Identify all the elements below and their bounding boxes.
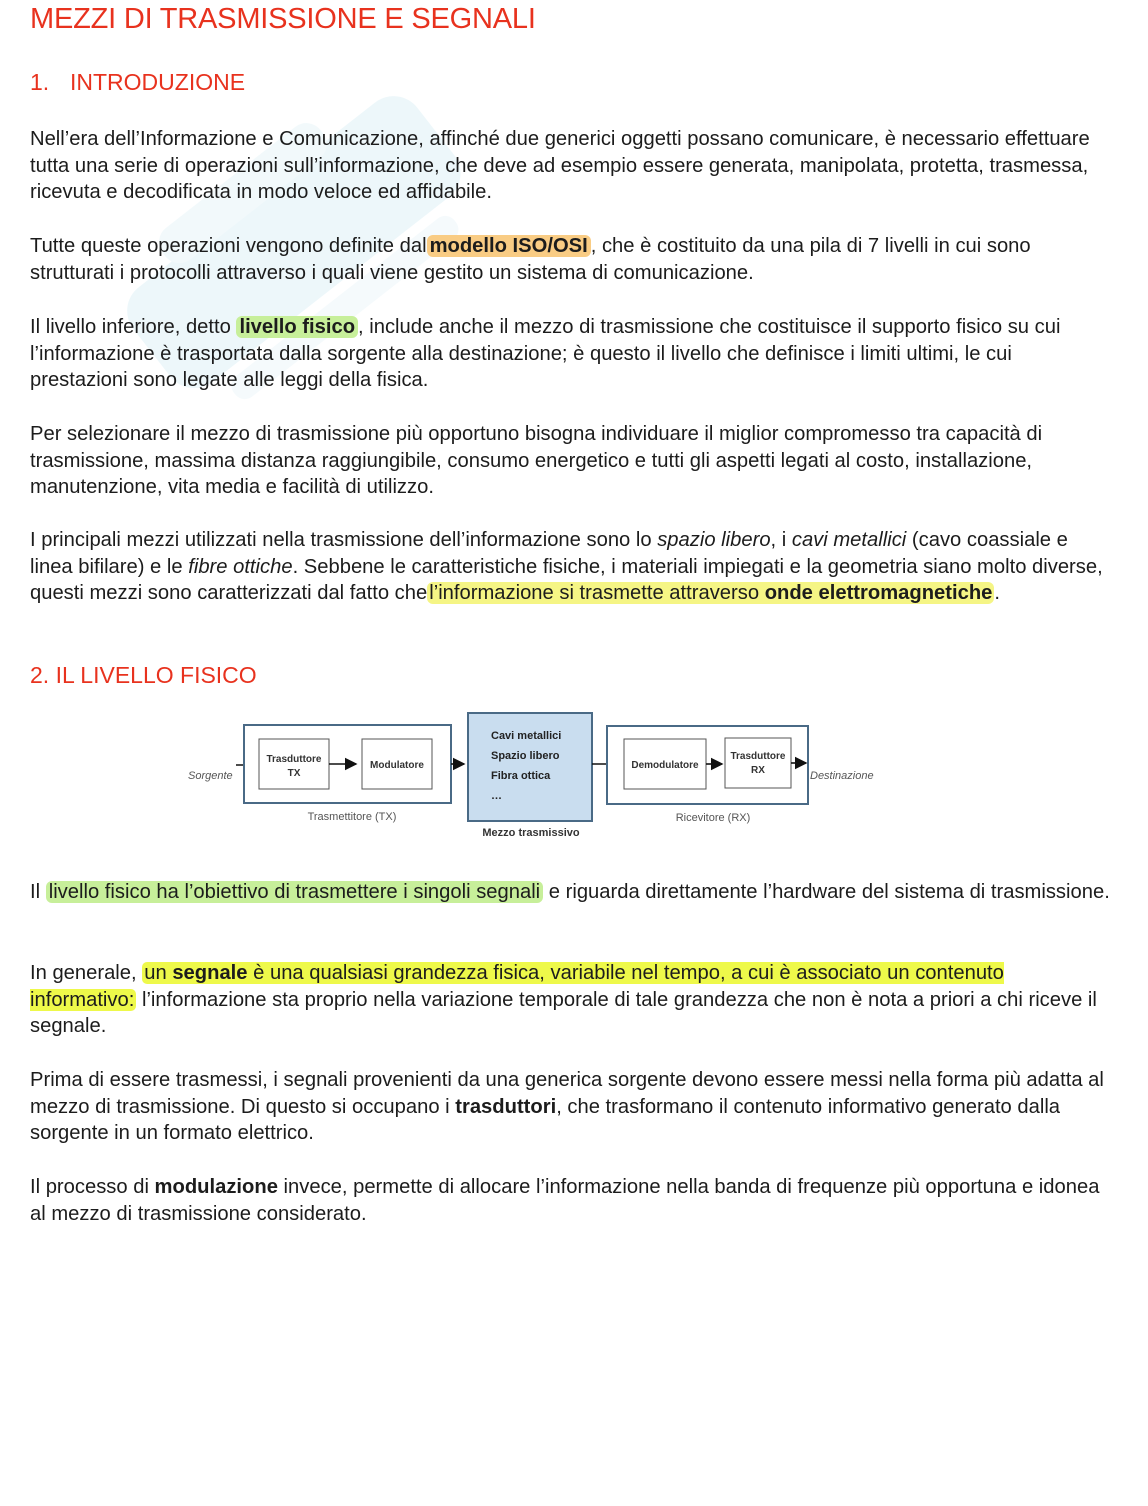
paragraph-9 — [30, 1174, 1115, 1227]
section-heading-introduzione — [30, 69, 245, 96]
text: l’informazione si trasmette attraverso — [429, 582, 765, 605]
section-heading-livello-fisico: 2. IL LIVELLO FISICO — [30, 662, 257, 688]
text: , che trasformano il contenuto informativo generato dalla sorgente in un formato elettrico. — [30, 1095, 1061, 1145]
rx-transducer-label: Trasduttore — [730, 751, 786, 762]
text: , che è costituito da una pila di 7 livelli in cui sono strutturati i protocolli attraverso i quali viene gestito un sistema di comunicazione. — [30, 235, 1031, 284]
rx-transducer-box — [725, 738, 791, 788]
text: . — [994, 582, 1001, 605]
bold-text: modello ISO/OSI — [429, 235, 588, 257]
receiver-label: Ricevitore (RX) — [675, 812, 751, 824]
tx-transducer-label: Trasduttore — [266, 754, 322, 765]
text: Tutte queste operazioni vengono definite dal — [30, 235, 427, 257]
tx-transducer-sub: TX — [287, 768, 301, 779]
document-title: MEZZI DI TRASMISSIONE E SEGNALI — [30, 3, 536, 35]
bold-text: segnale — [172, 962, 248, 984]
text: (cavo coassiale e linea bifilare) e le — [30, 529, 1068, 578]
text: l’informazione sta proprio nella variazione temporale di tale grandezza che non è nota a priori a chi riceve il segnale. — [30, 988, 1097, 1038]
text: Il processo di — [30, 1176, 155, 1198]
highlight-obiettivo: livello fisico ha l’obiettivo di trasmettere i singoli segnali — [46, 881, 543, 903]
text: , include anche il mezzo di trasmissione che costituisce il supporto fisico su cui l’informazione è trasportata dalla sorgente alla destinazione; è questo il livello che definisce i limiti ultimi, le cui prestazioni sono legate alle leggi della fisica. — [30, 316, 1061, 392]
text: Il livello inferiore, detto — [30, 316, 231, 338]
paragraph-3 — [30, 314, 1115, 394]
text: , i — [770, 529, 792, 551]
transmitter-label: Trasmettitore (TX) — [307, 811, 397, 823]
paragraph-5 — [30, 527, 1115, 607]
modulator-label: Modulatore — [370, 760, 424, 771]
text: e riguarda direttamente l’hardware del sistema di trasmissione. — [543, 881, 1110, 903]
paragraph-7 — [30, 960, 1115, 1040]
section-number: 1. — [30, 69, 50, 95]
medium-label: Mezzo trasmissivo — [482, 827, 580, 839]
italic-text: fibre ottiche — [188, 555, 293, 578]
rx-transducer-sub: RX — [751, 765, 765, 776]
text: I principali mezzi utilizzati nella trasmissione dell’informazione sono lo — [30, 529, 658, 551]
highlight-livello-fisico — [236, 316, 358, 338]
medium-item: Fibra ottica — [491, 770, 551, 782]
text: un — [144, 962, 173, 984]
text: In generale, — [30, 962, 137, 984]
italic-text: cavi metallici — [791, 529, 907, 551]
text: invece, permette di allocare l’informazione nella banda di frequenze più opportuna e idonea al mezzo di trasmissione considerato. — [30, 1176, 1100, 1225]
medium-item: Spazio libero — [491, 750, 560, 762]
source-label: Sorgente — [188, 770, 233, 782]
paragraph-1: Nell’era dell’Informazione e Comunicazione, affinché due generici oggetti possano comunicare, è necessario effettuare tutta una serie di operazioni sull’informazione, che deve ad esempio essere generata, manipolata, protetta, trasmessa, ricevuta e decodificata in modo veloce ed affidabile. — [30, 128, 1090, 204]
section-title: INTRODUZIONE — [70, 69, 246, 95]
medium-item: … — [491, 790, 502, 802]
destination-label: Destinazione — [810, 770, 874, 782]
paragraph-8 — [30, 1067, 1115, 1147]
text: Il — [30, 881, 41, 903]
paragraph-4: Per selezionare il mezzo di trasmissione più opportuno bisogna individuare il miglior compromesso tra capacità di trasmissione, massima distanza raggiungibile, consumo energetico e tutti gli aspetti legati al costo, installazione, manutenzione, vita media e facilità di utilizzo. — [30, 423, 1043, 499]
medium-item: Cavi metallici — [491, 730, 562, 742]
highlight-onde — [427, 582, 994, 604]
text: . Sebbene le caratteristiche fisiche, i materiali impiegati e la geometria siano molto diverse, questi mezzi sono caratterizzati dal fatto che — [30, 555, 1103, 605]
text: è una qualsiasi grandezza fisica, variabile nel tempo, a cui è associato un contenuto informativo: — [30, 962, 1004, 1011]
italic-text: spazio libero — [657, 529, 771, 551]
paragraph-6 — [30, 879, 1115, 906]
paragraph-2 — [30, 233, 1115, 286]
text: Prima di essere trasmessi, i segnali provenienti da una generica sorgente devono essere messi nella forma più adatta al mezzo di trasmissione. Di questo si occupano i — [30, 1069, 1104, 1118]
highlight-iso-osi — [427, 235, 591, 257]
bold-text: trasduttori — [455, 1095, 557, 1118]
physical-layer-diagram — [150, 700, 910, 860]
bold-text: livello fisico — [239, 316, 356, 338]
demodulator-label: Demodulatore — [631, 760, 699, 771]
bold-text: onde elettromagnetiche — [764, 582, 993, 605]
bold-text: modulazione — [154, 1176, 278, 1198]
